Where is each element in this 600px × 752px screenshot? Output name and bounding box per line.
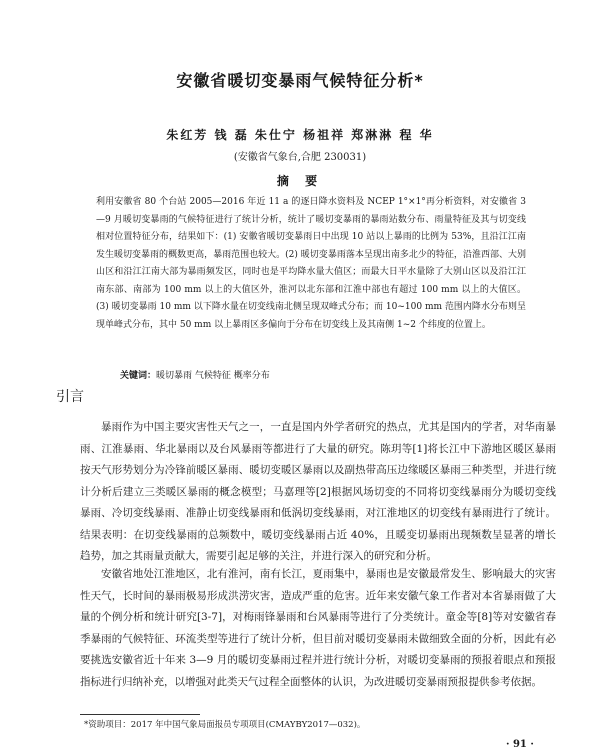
keywords-text: 暖切暴雨 气候特征 概率分布 bbox=[156, 371, 270, 381]
keywords-line bbox=[120, 368, 520, 381]
keywords-label: 关键词： bbox=[120, 371, 157, 381]
footnote-divider bbox=[80, 714, 200, 715]
footnote: *资助项目：2017 年中国气象局面报员专项项目(CMAYBY2017—032)。 bbox=[84, 720, 366, 730]
paper-title: 安徽省暖切变暴雨气候特征分析* bbox=[176, 71, 424, 90]
affiliation: (安徽省气象台,合肥 230031) bbox=[233, 152, 367, 163]
abstract-heading: 摘 要 bbox=[276, 174, 324, 188]
author-list: 朱红芳 钱 磊 朱仕宁 杨祖祥 郑淋淋 程 华 bbox=[166, 128, 434, 142]
body-paragraph-1: 暴雨作为中国主要灾害性天气之一，一直是国内外学者研究的热点，尤其是国内的学者，对华南暴雨、江淮暴雨、华北暴雨以及台风暴雨等都进行了大量的研究。陈玥等[1]将长江中下游地区暖区暴雨按天气形势划分为冷锋前暖区暴雨、暖切变暖区暴雨以及副热带高压边缘暖区暴雨三种类型，并进行统计分析后建立三类暖区暴雨的概念模型；马嘉理等[2]根据风场切变的不同将切变线暴雨分为暖切变线暴雨、冷切变线暴雨、准静止切变线暴雨和低涡切变线暴雨，对江淮地区的切变线有暴雨进行了统计。结果表明：在切变线暴雨的总频数中，暖切变线暴雨占近 40%，且暖变切暴雨出现频数呈显著的增长趋势，加之其雨量贡献大，需要引起足够的关注，并进行深入的研究和分析。 bbox=[80, 421, 556, 562]
body-paragraph-2: 安徽省地处江淮地区，北有淮河，南有长江，夏雨集中，暴雨也是安徽最常发生、影响最大的灾害性天气，长时间的暴雨极易形成洪涝灾害，造成严重的危害。近年来安徽气象工作者对本省暴雨做了大量的个例分析和统计研究[3-7]，对梅雨锋暴雨和台风暴雨等进行了分类统计。童金等[8]等对安徽省春季暴雨的气候特征、环流类型等进行了统计分析，但目前对暖切变暴雨未做细致全面的分析，因此有必要挑选安徽省近十年来 3—9 月的暖切变暴雨过程并进行统计分析，对暖切变暴雨的预报着眼点和预报指标进行归纳补充，以增强对此类天气过程全面整体的认识，为改进暖切变暴雨预报提供参考依据。 bbox=[80, 568, 556, 688]
abstract-text: 利用安徽省 80 个台站 2005—2016 年近 11 a 的逐日降水资料及 NCEP 1°×1°再分析资料，对安徽省 3—9 月暖切变暴雨的气候特征进行了统计分析，统计了暖切变暴雨的暴雨站数分布、雨量特征及其与切变线相对位置特征分布，结果如下：(1) 安徽省暖切变暴雨日中出现 10 站以上暴雨的比例为 53%，且沿江江南发生暖切变暴雨的概数更高，暴雨范围也较大。(2) 暖切变暴雨落本呈现出南多北少的特征，沿淮西部、大别山区和沿江江南大部为暴雨频发区，同时也是平均降水量大值区；而最大日平水量除了大别山区以及沿江江南东部、南部为 100 mm 以上的大值区外，淮河以北东部和江淮中部也有超过 100 mm 以上的大值区。(3) 暖切变暴雨 10 mm 以下降水量在切变线南北侧呈现双峰式分布；而 10~100 mm 范围内降水分布则呈现单峰式分布，其中 50 mm 以上暴雨区多偏向于分布在切变线上及其南侧 1~2 个纬度的位置上。 bbox=[96, 197, 526, 330]
section-heading-introduction: 引言 bbox=[56, 389, 84, 405]
page-number: · 91 · bbox=[506, 739, 534, 750]
